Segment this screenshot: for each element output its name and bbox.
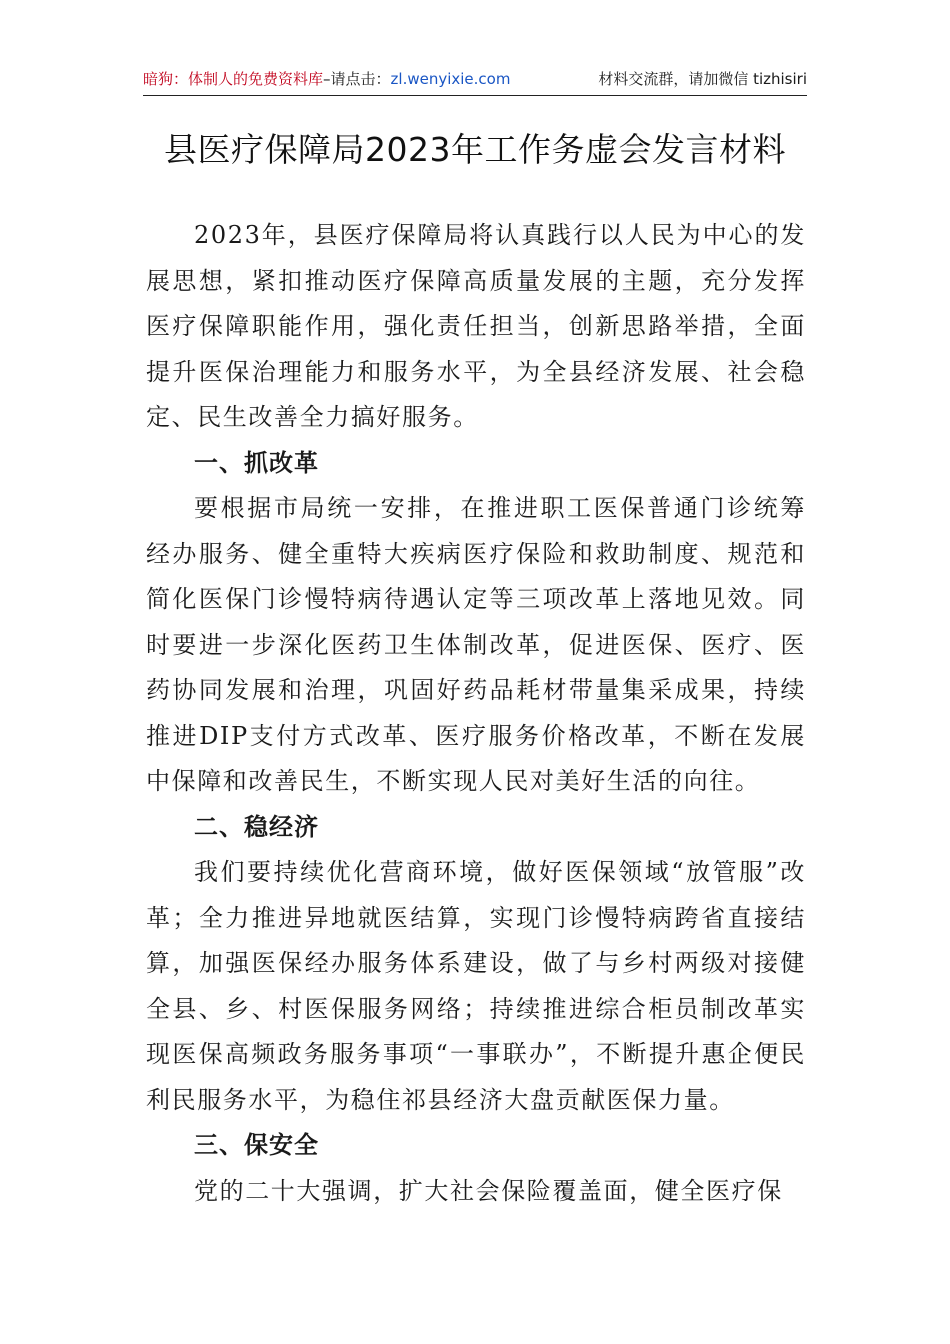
section-body-safety: 党的二十大强调，扩大社会保险覆盖面，健全医疗保 xyxy=(194,1176,783,1205)
header-link-prefix: –请点击： xyxy=(323,70,391,88)
header-link[interactable]: zl.wenyixie.com xyxy=(390,70,511,88)
intro-paragraph: 2023年，县医疗保障局将认真践行以人民为中心的发展思想，紧扣推动医疗保障高质量发展的主题，充分发挥医疗保障职能作用，强化责任担当，创新思路举措，全面提升医保治理能力和服务水平，为全县经济发展、社会稳定、民生改善全力搞好服务。 xyxy=(146,221,806,431)
header-site-name: 暗狗：体制人的免费资料库 xyxy=(143,70,324,88)
header-left xyxy=(143,68,510,89)
document-body xyxy=(146,213,806,1214)
page-header xyxy=(143,66,807,96)
section-heading-economy: 二、稳经济 xyxy=(194,812,319,841)
section-body-reform: 要根据市局统一安排，在推进职工医保普通门诊统筹经办服务、健全重特大疾病医疗保险和救助制度、规范和简化医保门诊慢特病待遇认定等三项改革上落地见效。同时要进一步深化医药卫生体制改革，促进医保、医疗、医药协同发展和治理，巩固好药品耗材带量集采成果，持续推进DIP支付方式改革、医疗服务价格改革，不断在发展中保障和改善民生，不断实现人民对美好生活的向往。 xyxy=(146,494,806,795)
header-contact: 材料交流群，请加微信 tizhisiri xyxy=(598,70,807,88)
section-heading-safety: 三、保安全 xyxy=(194,1131,319,1159)
section-body-economy: 我们要持续优化营商环境，做好医保领域“放管服”改革；全力推进异地就医结算，实现门诊慢特病跨省直接结算，加强医保经办服务体系建设，做了与乡村两级对接健全县、乡、村医保服务网络；持续推进综合柜员制改革实现医保高频政务服务事项“一事联办”，不断提升惠企便民利民服务水平，为稳住祁县经济大盘贡献医保力量。 xyxy=(146,858,806,1114)
document-title: 县医疗保障局2023年工作务虚会发言材料 xyxy=(164,130,786,169)
section-heading-reform: 一、抓改革 xyxy=(194,448,319,477)
